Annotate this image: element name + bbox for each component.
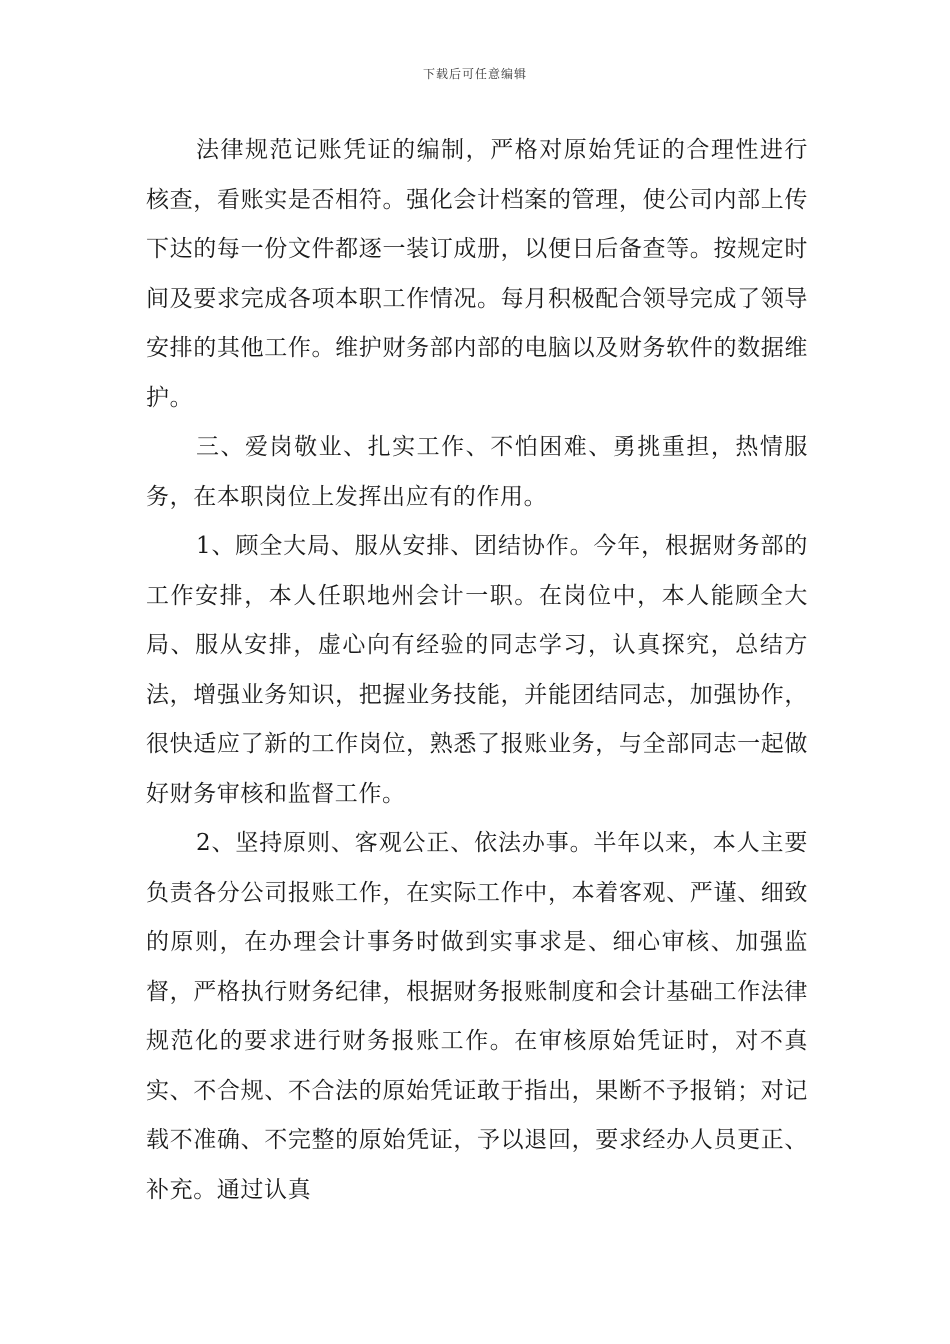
- paragraph-section-three: 三、爱岗敬业、扎实工作、不怕困难、勇挑重担，热情服务，在本职岗位上发挥出应有的作用。: [146, 434, 808, 510]
- paragraph-item-one: 1、顾全大局、服从安排、团结协作。今年，根据财务部的工作安排，本人任职地州会计一职。在岗位中，本人能顾全大局、服从安排，虚心向有经验的同志学习，认真探究，总结方法，增强业务知识，把握业务技能，并能团结同志，加强协作，很快适应了新的工作岗位，熟悉了报账业务，与全部同志一起做好财务审核和监督工作。: [146, 533, 808, 807]
- paragraph-bookkeeping: 法律规范记账凭证的编制，严格对原始凭证的合理性进行核查，看账实是否相符。强化会计档案的管理，使公司内部上传下达的每一份文件都逐一装订成册，以便日后备查等。按规定时间及要求完成各项本职工作情况。每月积极配合领导完成了领导安排的其他工作。维护财务部内部的电脑以及财务软件的数据维护。: [146, 137, 808, 411]
- page-header-note: 下载后可任意编辑: [422, 67, 527, 81]
- paragraph-item-two: 2、坚持原则、客观公正、依法办事。半年以来，本人主要负责各分公司报账工作，在实际工作中，本着客观、严谨、细致的原则，在办理会计事务时做到实事求是、细心审核、加强监督，严格执行财务纪律，根据财务报账制度和会计基础工作法律规范化的要求进行财务报账工作。在审核原始凭证时，对不真实、不合规、不合法的原始凭证敢于指出，果断不予报销；对记载不准确、不完整的原始凭证，予以退回，要求经办人员更正、补充。通过认真: [146, 830, 808, 1203]
- document-body: [146, 126, 808, 1215]
